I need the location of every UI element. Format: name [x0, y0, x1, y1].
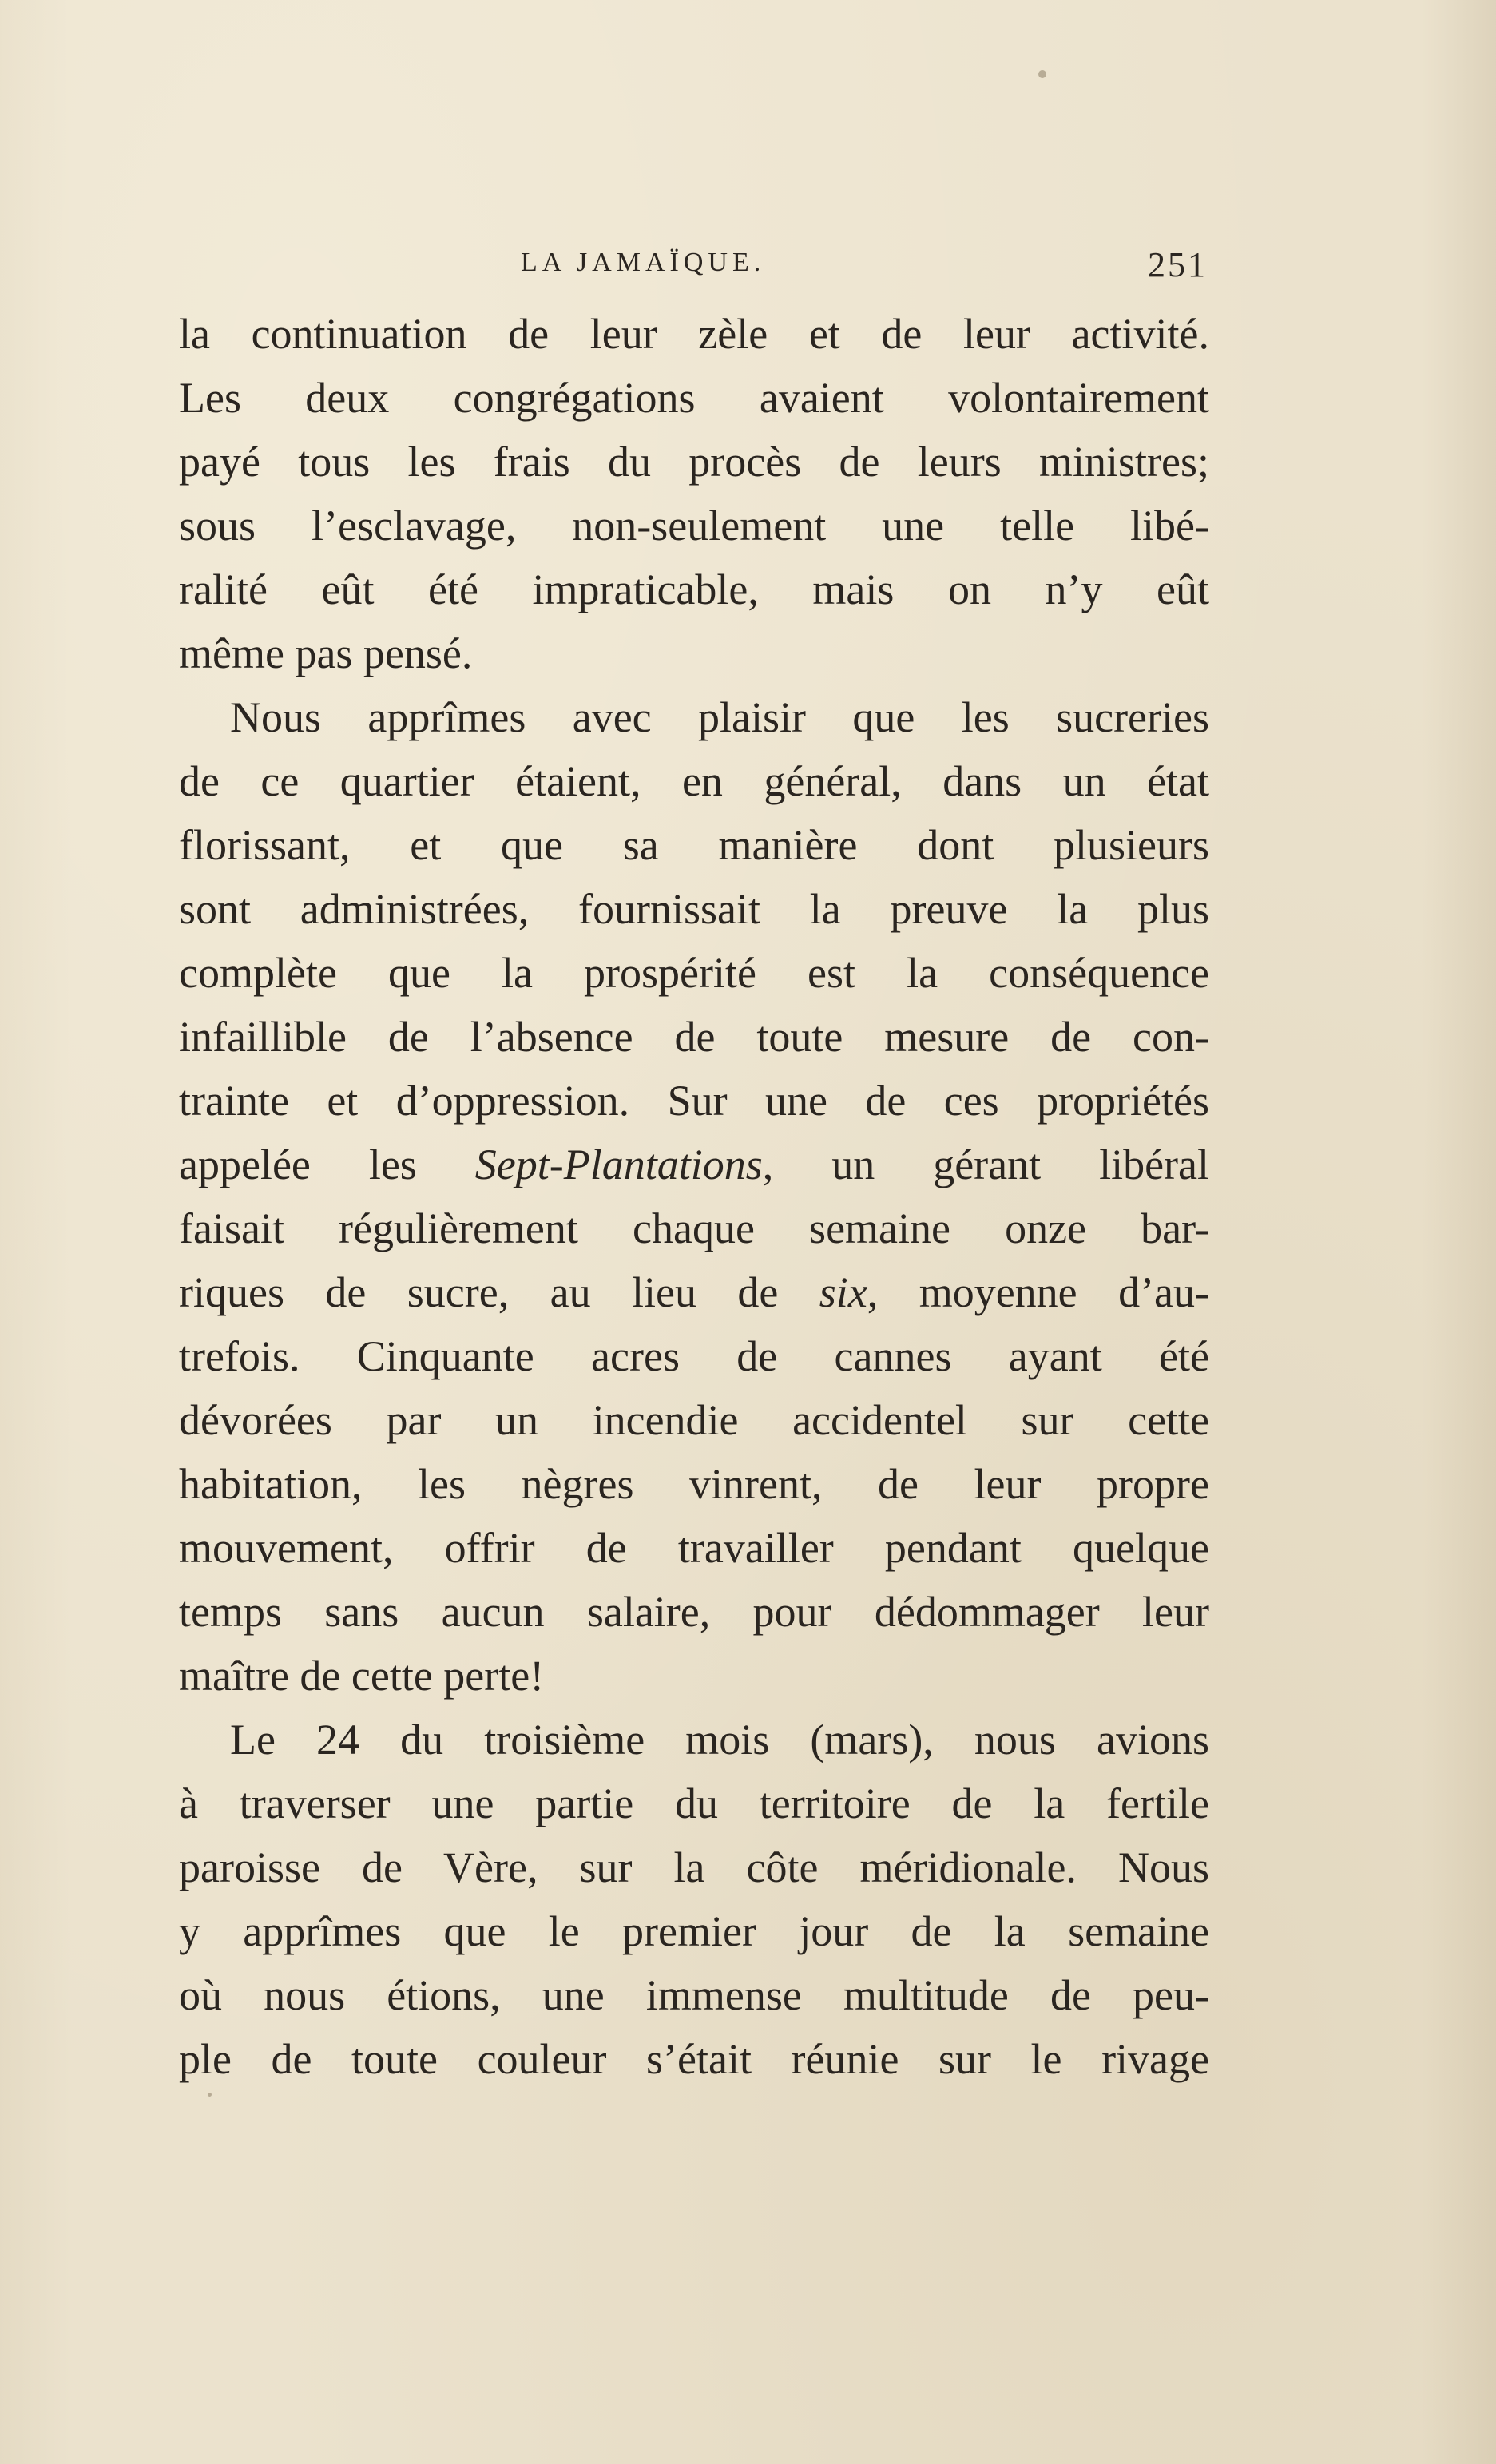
text-line: paroisse de Vère, sur la côte méridionale. Nous	[179, 1843, 1209, 1891]
text-line: trainte et d’oppression. Sur une de ces propriétés	[179, 1077, 1209, 1125]
text-line: ple de toute couleur s’était réunie sur le rivage	[179, 2035, 1209, 2083]
text-line: faisait régulièrement chaque semaine onze bar-	[179, 1204, 1209, 1252]
text-line: habitation, les nègres vinrent, de leur propre	[179, 1460, 1209, 1508]
italic-text: six	[819, 1268, 867, 1316]
text-line: dévorées par un incendie accidentel sur cette	[179, 1396, 1209, 1444]
paper-speck	[208, 2093, 212, 2097]
text-line: sont administrées, fournissait la preuve la plus	[179, 885, 1209, 933]
text-line: ralité eût été impraticable, mais on n’y eût	[179, 565, 1209, 613]
text-line: de ce quartier étaient, en général, dans un état	[179, 757, 1209, 805]
text-line: trefois. Cinquante acres de cannes ayant été	[179, 1332, 1209, 1380]
text-line: à traverser une partie du territoire de la fertile	[179, 1780, 1209, 1827]
text-line: infaillible de l’absence de toute mesure de con-	[179, 1013, 1209, 1061]
paragraph-start-line: Nous apprîmes avec plaisir que les sucreries	[230, 693, 1209, 741]
page-number: 251	[1148, 245, 1208, 284]
text-line: la continuation de leur zèle et de leur activité.	[179, 310, 1209, 358]
text-line: appelée les Sept-Plantations, un gérant libéral	[179, 1141, 1209, 1188]
text-line: riques de sucre, au lieu de six, moyenne d’au-	[179, 1268, 1209, 1316]
italic-text: Sept-Plantations	[474, 1141, 763, 1188]
text-line: complète que la prospérité est la conséquence	[179, 949, 1209, 997]
paragraph-end-line: même pas pensé.	[179, 629, 473, 677]
text-line: florissant, et que sa manière dont plusieurs	[179, 821, 1209, 869]
paragraph-start-line: Le 24 du troisième mois (mars), nous avions	[230, 1716, 1209, 1764]
text-line: temps sans aucun salaire, pour dédommager leur	[179, 1588, 1209, 1636]
paper-speck	[1038, 70, 1046, 78]
text-line: où nous étions, une immense multitude de peu-	[179, 1971, 1209, 2019]
page-header	[177, 245, 1208, 304]
text-line: mouvement, offrir de travailler pendant quelque	[179, 1524, 1209, 1572]
text-line: sous l’esclavage, non-seulement une telle libé-	[179, 502, 1209, 550]
text-line: y apprîmes que le premier jour de la semaine	[179, 1907, 1209, 1955]
text-line: Les deux congrégations avaient volontairement	[179, 374, 1209, 422]
text-line: payé tous les frais du procès de leurs ministres;	[179, 438, 1209, 486]
paragraph-end-line: maître de cette perte!	[179, 1652, 545, 1700]
body-text	[179, 302, 1209, 2091]
running-title: LA JAMAÏQUE.	[521, 248, 766, 277]
